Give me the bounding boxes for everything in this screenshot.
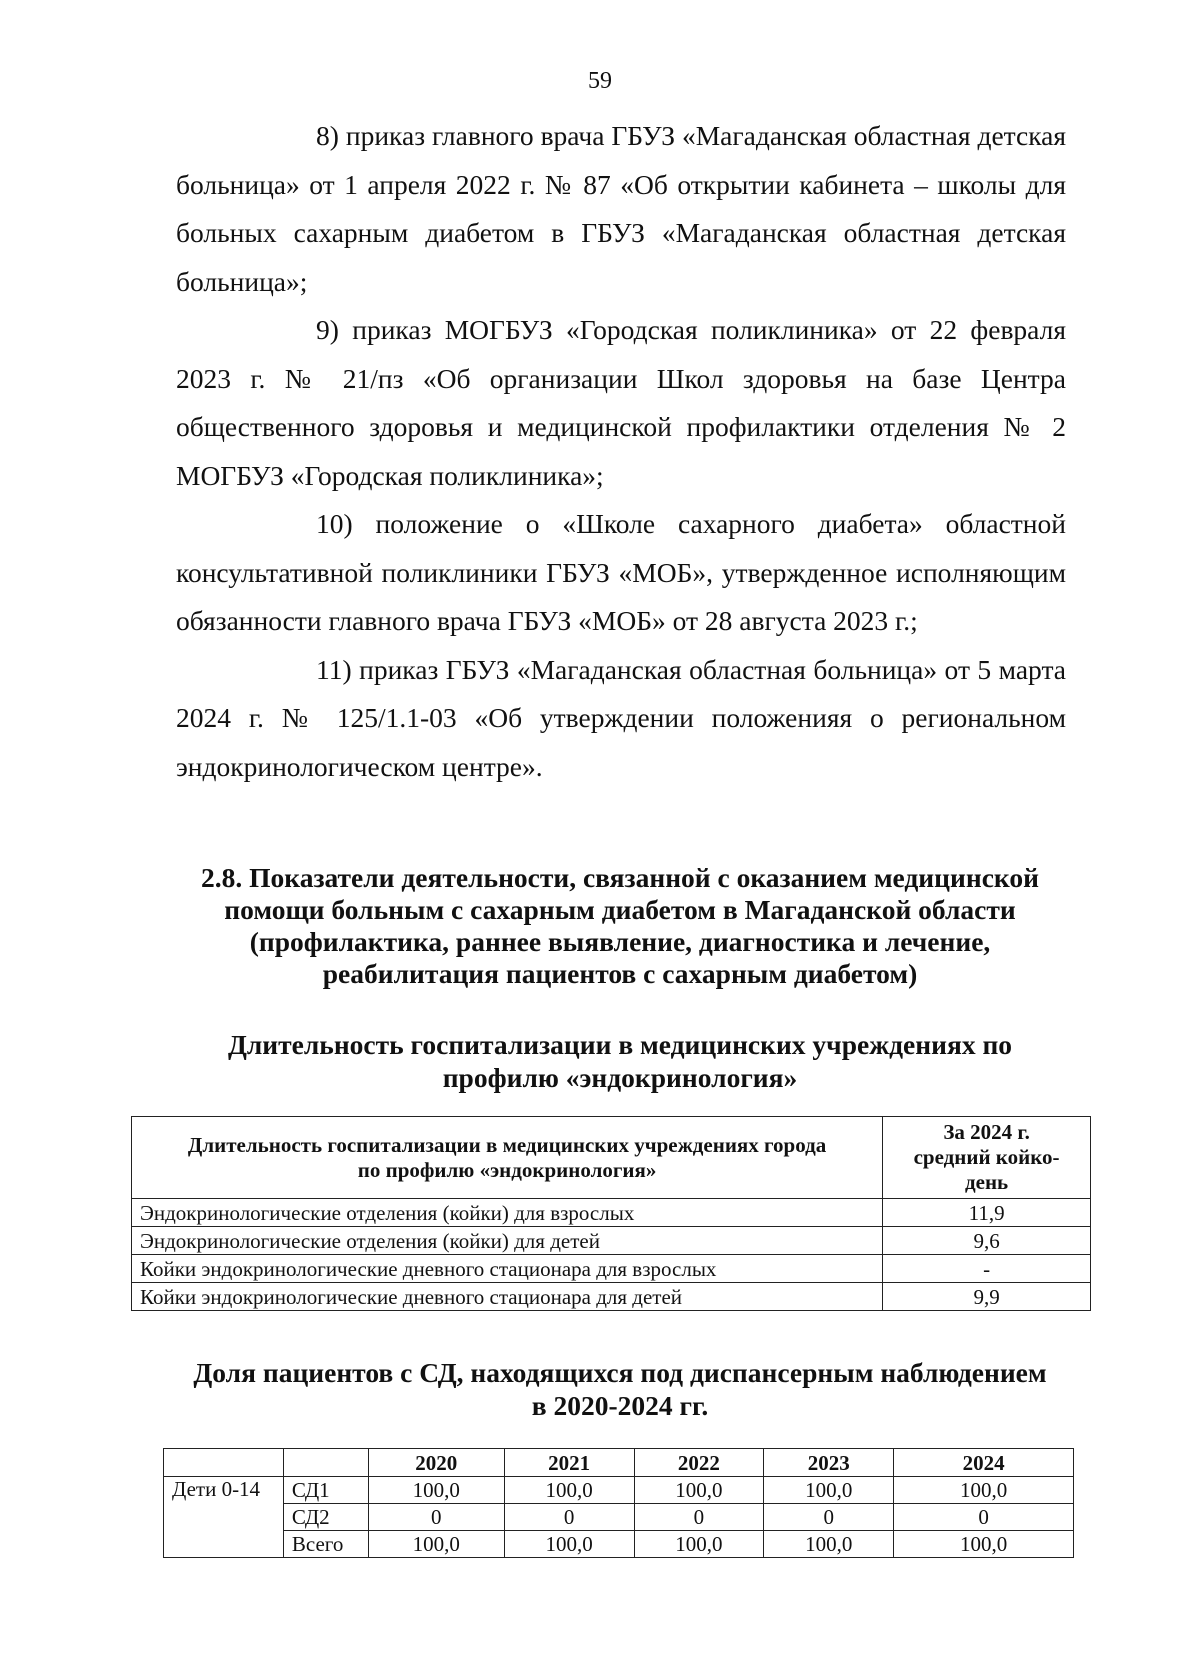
cell-value: 100,0 <box>894 1531 1074 1558</box>
cell-value: 100,0 <box>504 1477 634 1504</box>
list-item <box>176 112 1066 306</box>
cell-value: 100,0 <box>764 1531 894 1558</box>
cell-value: 100,0 <box>894 1477 1074 1504</box>
row-value: - <box>883 1255 1091 1283</box>
cell-value: 0 <box>764 1504 894 1531</box>
list-item-number: 10) <box>316 508 353 539</box>
cell-value: 100,0 <box>764 1477 894 1504</box>
empty-header-cell <box>164 1449 284 1477</box>
row-label: СД1 <box>283 1477 368 1504</box>
table-title-line: Доля пациентов с СД, находящихся под диспансерным наблюдением <box>193 1357 1047 1388</box>
row-label: Эндокринологические отделения (койки) для взрослых <box>132 1199 883 1227</box>
table-row <box>164 1504 1074 1531</box>
column-header-label: Длительность госпитализации в медицинских учреждениях города по профилю «эндокринология» <box>132 1117 883 1199</box>
cell-value: 100,0 <box>368 1477 504 1504</box>
table-title-line: в 2020-2024 гг. <box>531 1390 709 1421</box>
cell-value: 0 <box>504 1504 634 1531</box>
list-item-text: приказ главного врача ГБУЗ «Магаданская областная детская больница» от 1 апреля 2022 г. № 87 «Об открытии кабинета – школы для больных сахарным диабетом в ГБУЗ «Магаданская областная детская больница»; <box>176 120 1067 297</box>
list-item-number: 11) <box>316 653 352 685</box>
cell-value: 100,0 <box>634 1531 764 1558</box>
row-value: 11,9 <box>883 1199 1091 1227</box>
cell-value: 100,0 <box>368 1531 504 1558</box>
list-item-number: 9) <box>316 314 339 345</box>
hospitalization-table-title <box>150 1028 1090 1094</box>
cell-value: 0 <box>368 1504 504 1531</box>
list-item <box>176 500 1066 646</box>
dispensary-table <box>163 1448 1074 1558</box>
row-label: Койки эндокринологические дневного стационара для взрослых <box>132 1255 883 1283</box>
table-header-row <box>164 1449 1074 1477</box>
year-header: 2023 <box>764 1449 894 1477</box>
table-header-row <box>132 1117 1091 1199</box>
year-header: 2024 <box>894 1449 1074 1477</box>
cell-value: 0 <box>894 1504 1074 1531</box>
table-title-line: профилю «эндокринология» <box>442 1062 798 1093</box>
table-row <box>132 1283 1091 1311</box>
list-item-text: приказ МОГБУЗ «Городская поликлиника» от 22 февраля 2023 г. № 21/пз «Об организации Школ здоровья на базе Центра общественного здоровья и медицинской профилактики отделения № 2 МОГБУЗ «Городская поликлиника»; <box>176 314 1067 491</box>
row-value: 9,6 <box>883 1227 1091 1255</box>
row-label: Эндокринологические отделения (койки) для детей <box>132 1227 883 1255</box>
page-number: 59 <box>588 68 612 94</box>
cell-value: 100,0 <box>634 1477 764 1504</box>
row-label: СД2 <box>283 1504 368 1531</box>
dispensary-table-title <box>150 1356 1090 1422</box>
hospitalization-table <box>131 1116 1091 1311</box>
list-item-text: положение о «Школе сахарного диабета» областной консультативной поликлиники ГБУЗ «МОБ», утвержденное исполняющим обязанности главного врача ГБУЗ «МОБ» от 28 августа 2023 г.; <box>176 508 1066 636</box>
table-row <box>164 1531 1074 1558</box>
group-label: Дети 0-14 <box>164 1477 284 1558</box>
list-item-text: приказ ГБУЗ «Магаданская областная больница» от 5 марта 2024 г. № 125/1.1-03 «Об утверждении положенияя о региональном эндокринологическом центре». <box>176 653 1067 782</box>
list-item <box>176 306 1066 500</box>
section-heading-line: помощи больным с сахарным диабетом в Магаданской области <box>224 894 1016 925</box>
cell-value: 0 <box>634 1504 764 1531</box>
empty-header-cell <box>283 1449 368 1477</box>
table-title-line: Длительность госпитализации в медицинских учреждениях по <box>227 1029 1013 1060</box>
table-row <box>132 1227 1091 1255</box>
section-heading-line: 2.8. Показатели деятельности, связанной с оказанием медицинской <box>201 862 1039 893</box>
row-label: Койки эндокринологические дневного стационара для детей <box>132 1283 883 1311</box>
list-item-number: 8) <box>316 120 339 151</box>
section-heading <box>150 862 1090 990</box>
section-heading-line: реабилитация пациентов с сахарным диабетом) <box>322 958 918 989</box>
year-header: 2020 <box>368 1449 504 1477</box>
section-heading-line: (профилактика, раннее выявление, диагностика и лечение, <box>249 926 991 957</box>
table-row <box>132 1199 1091 1227</box>
row-label: Всего <box>283 1531 368 1558</box>
year-header: 2022 <box>634 1449 764 1477</box>
column-header-value: За 2024 г. средний койко- день <box>883 1117 1091 1199</box>
order-list <box>176 112 1066 791</box>
row-value: 9,9 <box>883 1283 1091 1311</box>
list-item <box>176 646 1066 792</box>
table-row <box>164 1477 1074 1504</box>
table-row <box>132 1255 1091 1283</box>
cell-value: 100,0 <box>504 1531 634 1558</box>
year-header: 2021 <box>504 1449 634 1477</box>
